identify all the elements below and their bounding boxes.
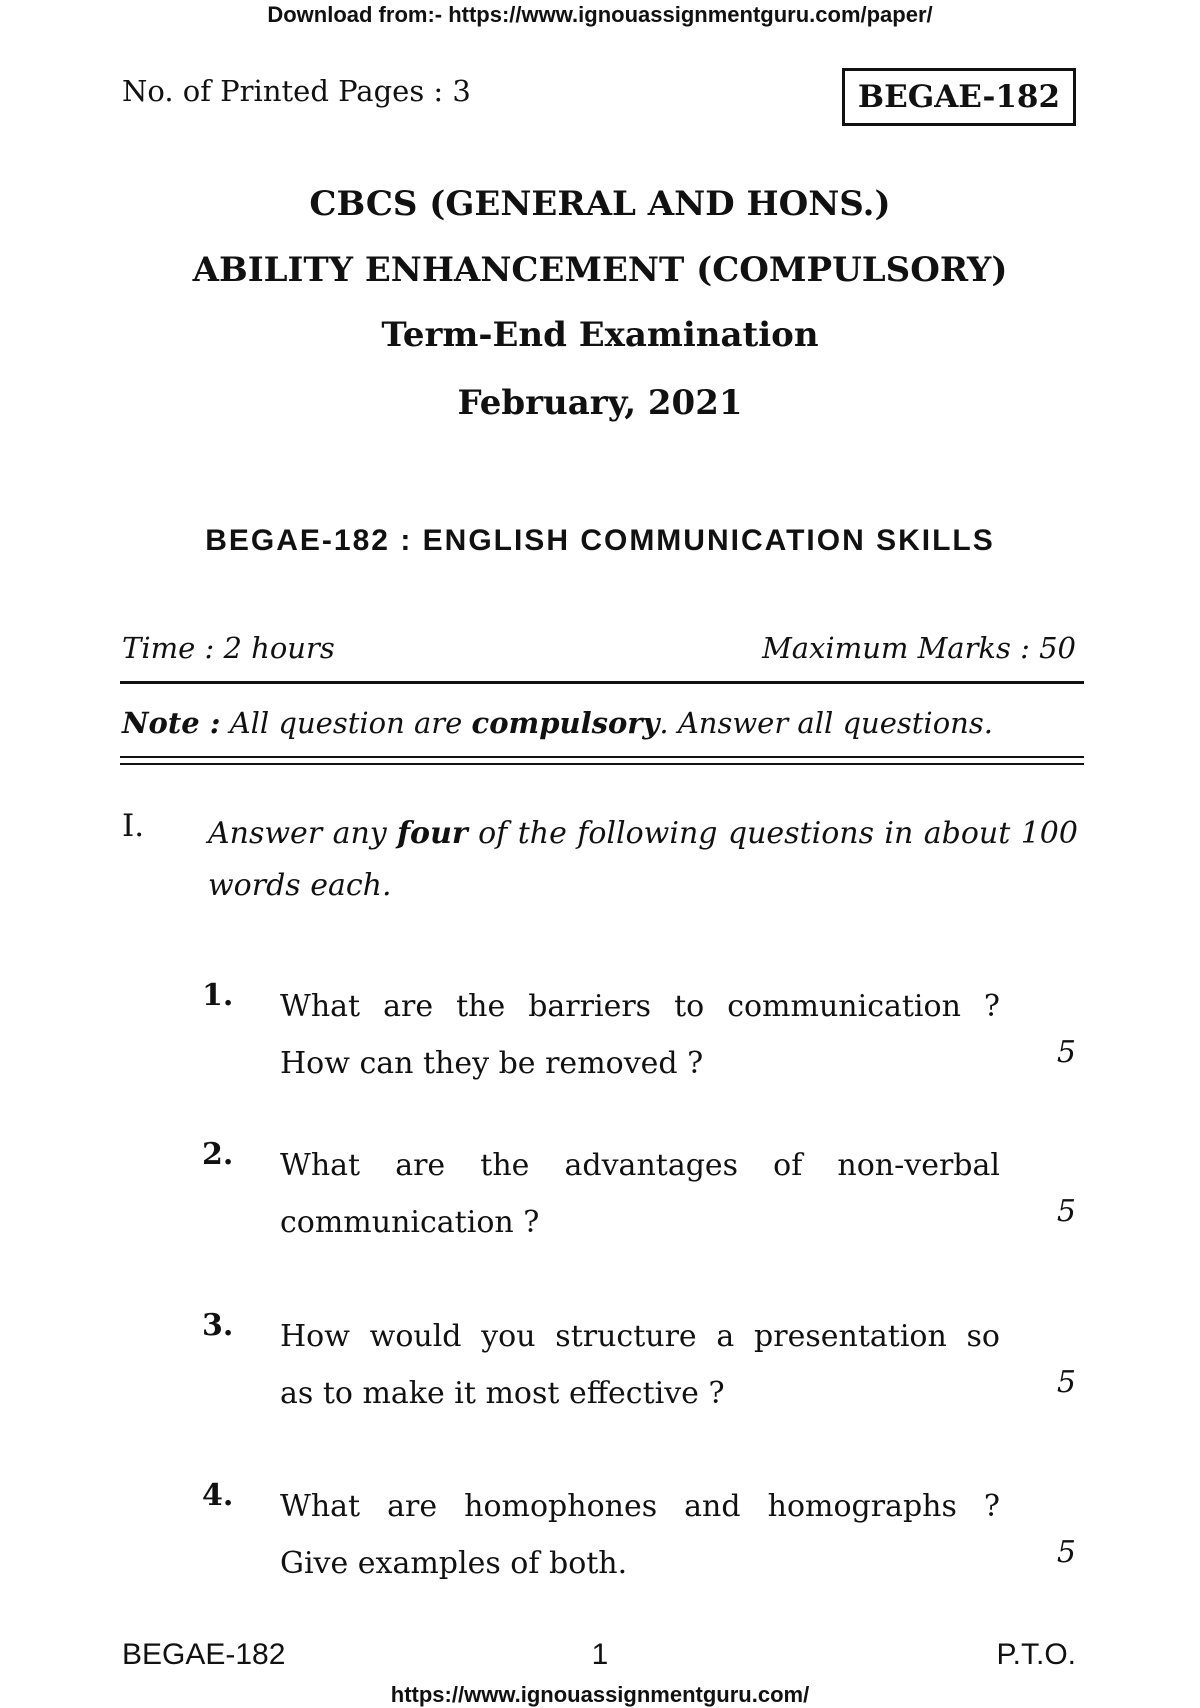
divider-line (120, 681, 1084, 684)
question-marks: 5 (1056, 1535, 1076, 1570)
footer-url[interactable]: https://www.ignouassignmentguru.com/ (390, 1682, 810, 1707)
footer-pto: P.T.O. (996, 1638, 1076, 1671)
question-line-1: What are homophones and homographs ? (280, 1489, 1000, 1524)
question-marks: 5 (1056, 1194, 1076, 1229)
maximum-marks: Maximum Marks : 50 (762, 631, 1076, 665)
section-emphasis: four (397, 816, 468, 851)
question-marks: 5 (1056, 1035, 1076, 1070)
question-line-2: communication ? (280, 1205, 540, 1240)
title-line-3: Term-End Examination (381, 315, 819, 355)
question-number: 2. (202, 1137, 234, 1172)
title-line-4: February, 2021 (457, 383, 743, 423)
note-text-pre: All question are (229, 706, 463, 740)
question-line-1: What are the barriers to communication ? (280, 989, 1000, 1024)
question-text (280, 1478, 1000, 1592)
question-item (0, 1478, 1200, 1598)
question-line-2: Give examples of both. (280, 1546, 628, 1581)
question-number: 3. (202, 1308, 234, 1343)
subject-title: BEGAE-182 : ENGLISH COMMUNICATION SKILLS (205, 524, 995, 557)
exam-time: Time : 2 hours (122, 631, 335, 665)
section-text-post: of the following questions in about 100 words each. (208, 816, 1078, 903)
double-divider-line (120, 756, 1084, 765)
question-text (280, 1137, 1000, 1251)
download-url[interactable]: Download from:- https://www.ignouassignmentguru.com/paper/ (267, 2, 933, 27)
title-line-2: ABILITY ENHANCEMENT (COMPULSORY) (192, 250, 1008, 290)
question-text (280, 978, 1000, 1092)
section-label: I. (122, 808, 145, 844)
course-code-box: BEGAE-182 (842, 68, 1076, 126)
question-item (0, 978, 1200, 1098)
question-marks: 5 (1056, 1365, 1076, 1400)
question-number: 1. (202, 978, 234, 1013)
question-line-1: How would you structure a presentation so (280, 1319, 1000, 1354)
note-label: Note : (122, 706, 221, 740)
note (122, 706, 1082, 740)
question-text (280, 1308, 1000, 1422)
footer-course-code: BEGAE-182 (122, 1638, 286, 1671)
question-line-2: How can they be removed ? (280, 1046, 704, 1081)
title-line-1: CBCS (GENERAL AND HONS.) (309, 184, 891, 224)
section-instruction (208, 808, 1078, 912)
question-line-1: What are the advantages of non-verbal (280, 1148, 1000, 1183)
printed-pages-count: No. of Printed Pages : 3 (122, 74, 471, 108)
question-item (0, 1137, 1200, 1257)
question-line-2: as to make it most effective ? (280, 1376, 725, 1411)
note-emphasis: compulsory (471, 706, 660, 740)
question-item (0, 1308, 1200, 1428)
note-text-post: . Answer all questions. (659, 706, 993, 740)
question-number: 4. (202, 1478, 234, 1513)
section-text-pre: Answer any (208, 816, 387, 851)
footer-page-number: 1 (591, 1638, 609, 1671)
